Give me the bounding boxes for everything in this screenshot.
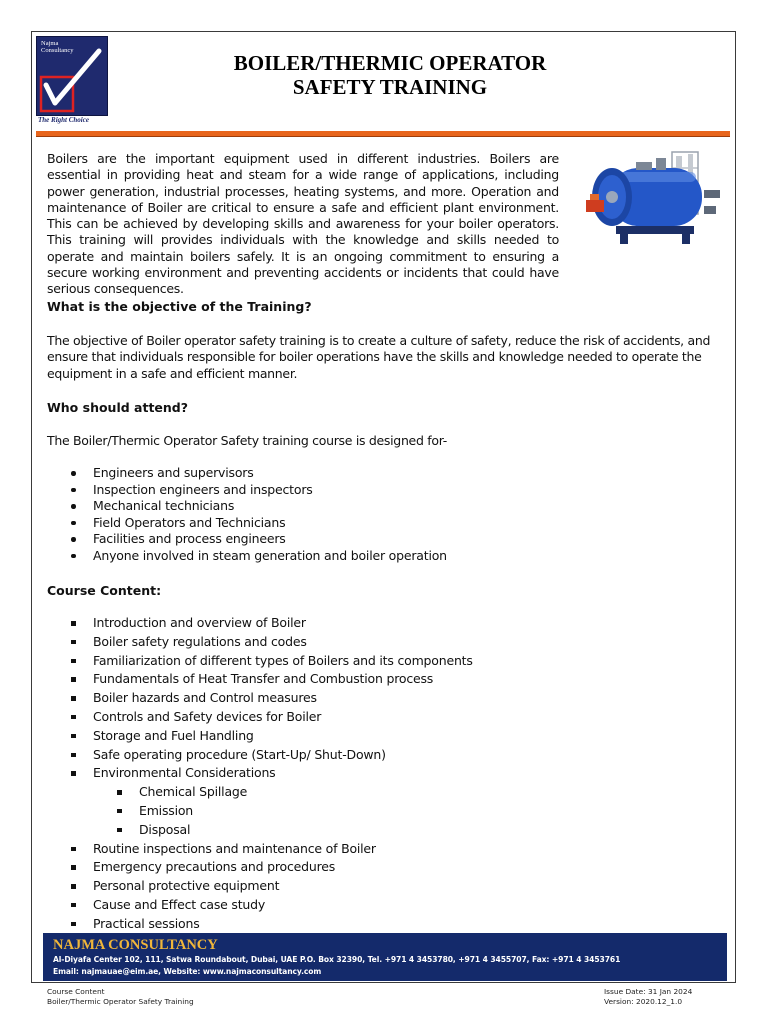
list-item: Emergency precautions and procedures <box>47 858 473 877</box>
list-item: Anyone involved in steam generation and boiler operation <box>47 548 447 565</box>
course-content-list <box>47 614 473 934</box>
list-item: Introduction and overview of Boiler <box>47 614 473 633</box>
attend-heading: Who should attend? <box>47 400 188 415</box>
company-logo <box>36 36 108 126</box>
page-title-line1: BOILER/THERMIC OPERATOR <box>233 51 547 75</box>
footer-bar <box>43 933 727 981</box>
list-item: Familiarization of different types of Boilers and its components <box>47 652 473 671</box>
list-item: Boiler hazards and Control measures <box>47 689 473 708</box>
page-title-line2: SAFETY TRAINING <box>292 75 488 99</box>
logo-name-line1: Najma <box>41 40 59 47</box>
list-item: Safe operating procedure (Start-Up/ Shut-Down) <box>47 746 473 765</box>
list-item: Boiler safety regulations and codes <box>47 633 473 652</box>
footer-company: NAJMA CONSULTANCY <box>53 937 218 953</box>
list-item: Personal protective equipment <box>47 877 473 896</box>
list-item: Facilities and process engineers <box>47 531 447 548</box>
logo-name-line2: Consultancy <box>41 47 74 54</box>
doc-meta-right <box>604 987 692 1006</box>
sub-list-item: Chemical Spillage <box>47 783 473 802</box>
industrial-boiler-illustration <box>576 146 726 250</box>
list-item: Inspection engineers and inspectors <box>47 482 447 499</box>
list-item: Field Operators and Technicians <box>47 515 447 532</box>
sub-list-item: Emission <box>47 802 473 821</box>
checkmark-icon <box>37 37 107 115</box>
logo-tagline: The Right Choice <box>38 116 89 124</box>
list-item: Mechanical technicians <box>47 498 447 515</box>
doc-title: Boiler/Thermic Operator Safety Training <box>47 996 194 1006</box>
version: Version: 2020.12_1.0 <box>604 996 683 1006</box>
objective-heading: What is the objective of the Training? <box>47 299 312 314</box>
list-item: Environmental Considerations <box>47 764 473 783</box>
footer-contact: Email: najmauae@eim.ae, Website: www.najmaconsultancy.com <box>53 967 322 976</box>
list-item: Cause and Effect case study <box>47 896 473 915</box>
objective-paragraph: The objective of Boiler operator safety training is to create a culture of safety, reduce the risk of accidents, and ensure that individuals responsible for boiler operations have the skills and knowledge needed to operate the equipment in a safe and efficient manner. <box>47 333 711 381</box>
doc-meta-left <box>47 987 194 1006</box>
list-item: Engineers and supervisors <box>47 465 447 482</box>
course-content-heading: Course Content: <box>47 583 162 598</box>
doc-type: Course Content <box>47 987 105 996</box>
list-item: Fundamentals of Heat Transfer and Combustion process <box>47 670 473 689</box>
intro-paragraph: Boilers are the important equipment used in different industries. Boilers are essential in providing heat and steam for a wide range of applications, including power generation, industrial processes, heating systems, and more. Operation and maintenance of Boiler are critical to ensure a safe and efficient plant environment. This can be achieved by developing skills and awareness for your boiler operators. This training will provides individuals with the knowledge and skills needed to operate and maintain boilers safely. It is an ongoing commitment to ensuring a secure working environment and preventing accidents or incidents that could have serious consequences. <box>47 151 559 297</box>
list-item: Controls and Safety devices for Boiler <box>47 708 473 727</box>
footer-address: Al-Diyafa Center 102, 111, Satwa Roundabout, Dubai, UAE P.O. Box 32390, Tel. +971 4 3453780, +971 4 3455707, Fax: +971 4 3453761 <box>53 955 621 964</box>
list-item: Storage and Fuel Handling <box>47 727 473 746</box>
list-item: Routine inspections and maintenance of Boiler <box>47 840 473 859</box>
issue-date: Issue Date: 31 Jan 2024 <box>604 987 693 996</box>
list-item: Practical sessions <box>47 915 473 934</box>
attend-intro: The Boiler/Thermic Operator Safety training course is designed for- <box>47 433 447 448</box>
sub-list-item: Disposal <box>47 821 473 840</box>
header-divider <box>36 131 730 137</box>
attendee-list <box>47 465 447 564</box>
logo-badge <box>36 36 108 116</box>
